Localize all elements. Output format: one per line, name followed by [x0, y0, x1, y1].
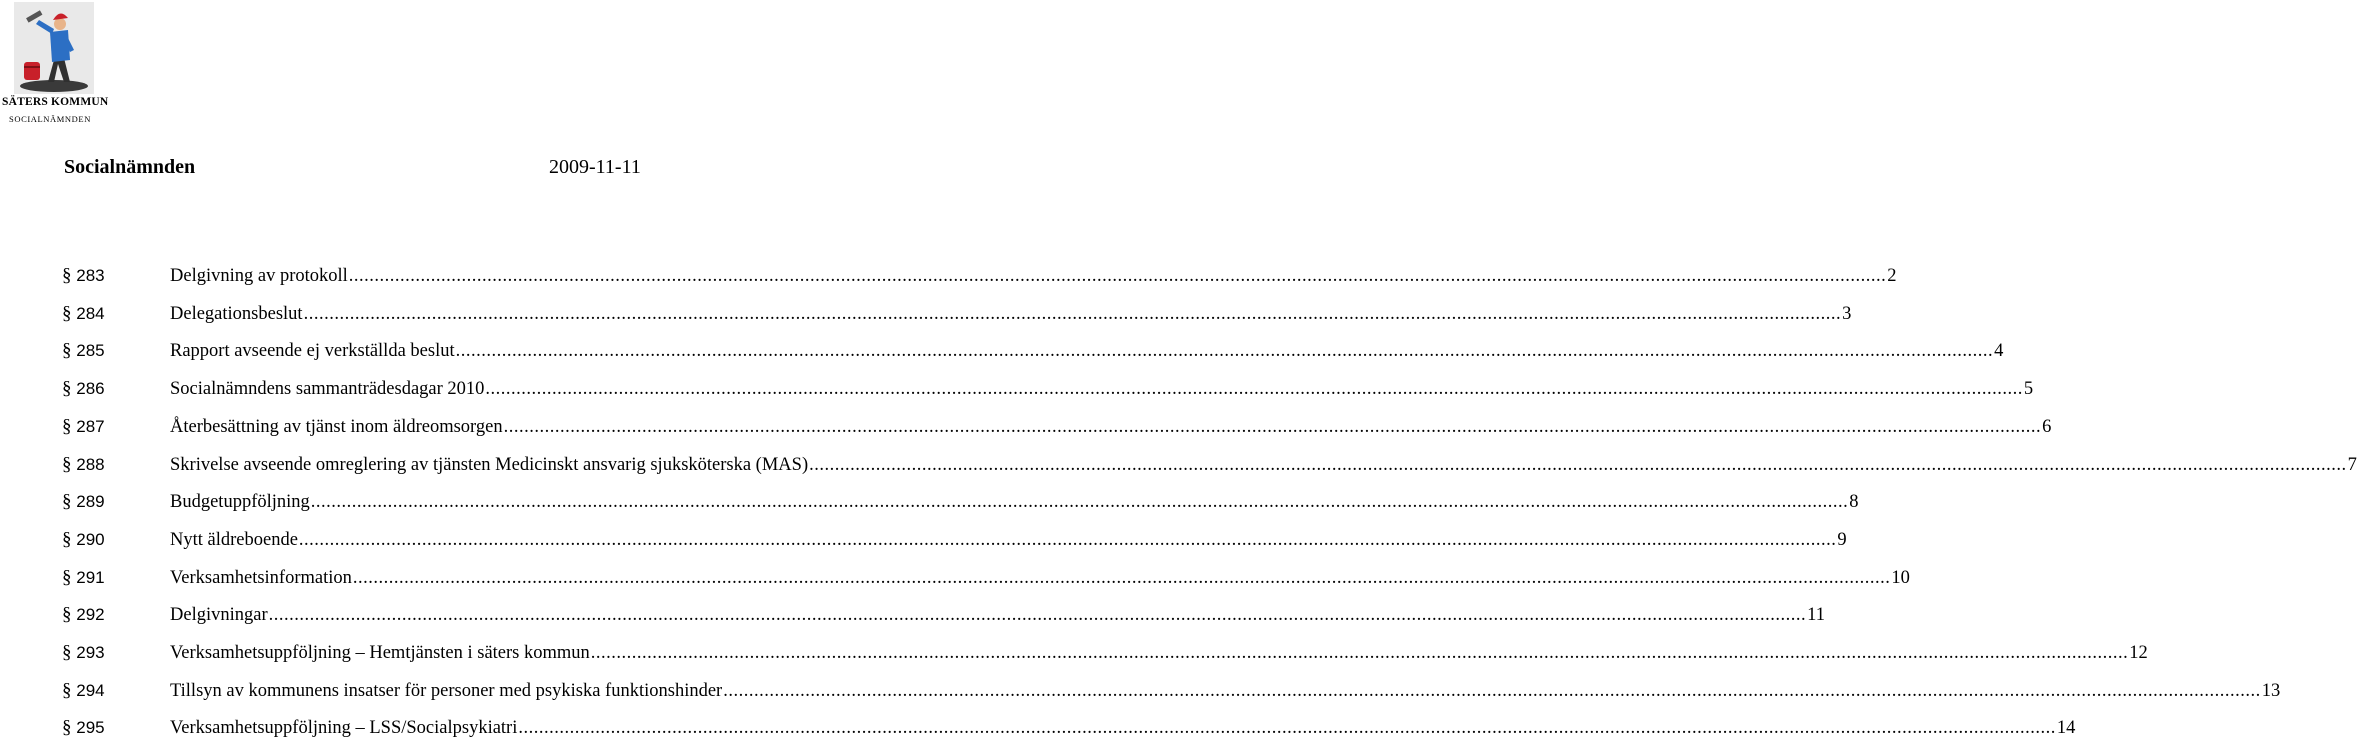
toc-entry-page: 8 — [1849, 492, 1859, 513]
toc-entry-title: Delgivning av protokoll — [170, 266, 348, 286]
toc-entry-title: Delgivningar — [170, 605, 268, 626]
toc-row — [0, 409, 2052, 445]
section-symbol: § — [62, 528, 72, 550]
toc-row — [0, 522, 1847, 558]
toc-row — [0, 258, 1897, 294]
municipality-logo — [0, 0, 110, 130]
dot-leader: ............................................................................................................................................................................................................................................................................................................ — [590, 643, 2129, 663]
section-symbol: § — [62, 265, 72, 286]
section-symbol: § — [62, 679, 72, 701]
toc-row — [0, 597, 1825, 633]
toc-entry-title: Nytt äldreboende — [170, 529, 298, 550]
toc-section-number — [62, 560, 122, 596]
section-number: 294 — [76, 680, 105, 700]
toc-section-number — [62, 635, 122, 671]
toc-entry — [170, 296, 1852, 332]
section-number: 288 — [76, 454, 105, 474]
toc-section-number — [62, 333, 122, 369]
section-number: 293 — [76, 643, 105, 662]
section-number: 295 — [76, 718, 105, 738]
toc-entry-title: Verksamhetsuppföljning – LSS/Socialpsykiatri — [170, 718, 518, 739]
toc-row — [0, 710, 2076, 746]
toc-entry-title: Socialnämndens sammanträdesdagar 2010 — [170, 379, 485, 400]
meeting-date: 2009-11-11 — [549, 156, 641, 178]
toc-entry — [170, 560, 1910, 596]
toc-entry-page: 12 — [2129, 643, 2148, 663]
toc-section-number — [62, 409, 122, 445]
toc-row — [0, 333, 2004, 369]
toc-row — [0, 560, 1910, 596]
section-symbol: § — [62, 566, 72, 588]
toc-entry-title: Verksamhetsuppföljning – Hemtjänsten i säters kommun — [170, 643, 590, 663]
dot-leader: ............................................................................................................................................................................................................................................................................................................ — [310, 492, 1849, 513]
toc-entry — [170, 597, 1825, 633]
dot-leader: ............................................................................................................................................................................................................................................................................................................ — [455, 341, 1994, 362]
toc-entry-page: 9 — [1837, 529, 1847, 550]
toc-section-number — [62, 371, 122, 407]
section-symbol: § — [62, 717, 72, 739]
toc-entry — [170, 258, 1897, 294]
section-symbol: § — [62, 491, 72, 513]
section-symbol: § — [62, 604, 72, 626]
toc-entry-page: 3 — [1842, 303, 1852, 324]
miner-icon — [14, 2, 94, 94]
dot-leader: ............................................................................................................................................................................................................................................................................................................ — [298, 529, 1837, 550]
toc-entry-page: 11 — [1807, 605, 1825, 626]
section-symbol: § — [62, 453, 72, 475]
toc-entry — [170, 710, 2076, 746]
dot-leader: ............................................................................................................................................................................................................................................................................................................ — [809, 454, 2347, 475]
toc-entry-title: Tillsyn av kommunens insatser för personer med psykiska funktionshinder — [170, 680, 723, 701]
toc-entry-page: 7 — [2347, 454, 2357, 475]
toc-section-number — [62, 296, 122, 332]
section-symbol: § — [62, 302, 72, 324]
section-symbol: § — [62, 642, 72, 663]
toc-entry — [170, 447, 2357, 483]
toc-section-number — [62, 258, 122, 294]
toc-row — [0, 296, 1852, 332]
toc-entry-title: Skrivelse avseende omreglering av tjänsten Medicinskt ansvarig sjuksköterska (MAS) — [170, 454, 809, 475]
section-number: 290 — [76, 529, 105, 549]
section-number: 284 — [76, 303, 105, 323]
toc-row — [0, 371, 2034, 407]
toc-entry-title: Budgetuppföljning — [170, 492, 310, 513]
toc-section-number — [62, 522, 122, 558]
toc-entry — [170, 371, 2034, 407]
toc-entry — [170, 333, 2004, 369]
toc-entry-title: Återbesättning av tjänst inom äldreomsorgen — [170, 416, 503, 437]
toc-row — [0, 447, 2357, 483]
section-number: 292 — [76, 605, 105, 625]
toc-section-number — [62, 673, 122, 709]
logo-municipality-name: SÄTERS KOMMUN — [2, 96, 109, 108]
section-symbol: § — [62, 378, 72, 400]
section-number: 283 — [76, 266, 105, 285]
section-symbol: § — [62, 415, 72, 437]
section-symbol: § — [62, 340, 72, 362]
toc-row — [0, 673, 2281, 709]
toc-entry-title: Rapport avseende ej verkställda beslut — [170, 341, 455, 362]
toc-entry-title: Verksamhetsinformation — [170, 567, 352, 588]
logo-committee-name: SOCIALNÄMNDEN — [9, 114, 91, 124]
toc-entry-page: 2 — [1887, 266, 1897, 286]
toc-entry — [170, 635, 2148, 671]
toc-entry — [170, 484, 1859, 520]
dot-leader: ............................................................................................................................................................................................................................................................................................................ — [518, 718, 2056, 739]
toc-entry-page: 10 — [1891, 567, 1910, 588]
dot-leader: ............................................................................................................................................................................................................................................................................................................ — [348, 266, 1887, 286]
section-number: 287 — [76, 416, 105, 436]
section-number: 286 — [76, 379, 105, 399]
section-number: 291 — [76, 567, 105, 587]
section-number: 289 — [76, 492, 105, 512]
toc-section-number — [62, 710, 122, 746]
toc-entry — [170, 673, 2281, 709]
toc-entry-title: Delegationsbeslut — [170, 303, 303, 324]
dot-leader: ............................................................................................................................................................................................................................................................................................................ — [303, 303, 1842, 324]
toc-row — [0, 484, 1859, 520]
toc-row — [0, 635, 2148, 671]
section-number: 285 — [76, 341, 105, 361]
page-title: Socialnämnden — [64, 156, 196, 178]
dot-leader: ............................................................................................................................................................................................................................................................................................................ — [485, 379, 2023, 400]
toc-entry-page: 13 — [2261, 680, 2281, 701]
toc-entry — [170, 522, 1847, 558]
dot-leader: ............................................................................................................................................................................................................................................................................................................ — [723, 680, 2261, 701]
toc-section-number — [62, 597, 122, 633]
toc-entry-page: 5 — [2023, 379, 2034, 400]
toc-entry — [170, 409, 2052, 445]
toc-entry-page: 14 — [2056, 718, 2076, 739]
toc-entry-page: 4 — [1994, 341, 2004, 362]
dot-leader: ............................................................................................................................................................................................................................................................................................................ — [352, 567, 1891, 588]
toc-entry-page: 6 — [2042, 416, 2052, 437]
toc-section-number — [62, 447, 122, 483]
toc-section-number — [62, 484, 122, 520]
dot-leader: ............................................................................................................................................................................................................................................................................................................ — [503, 416, 2042, 437]
dot-leader: ............................................................................................................................................................................................................................................................................................................ — [268, 605, 1807, 626]
